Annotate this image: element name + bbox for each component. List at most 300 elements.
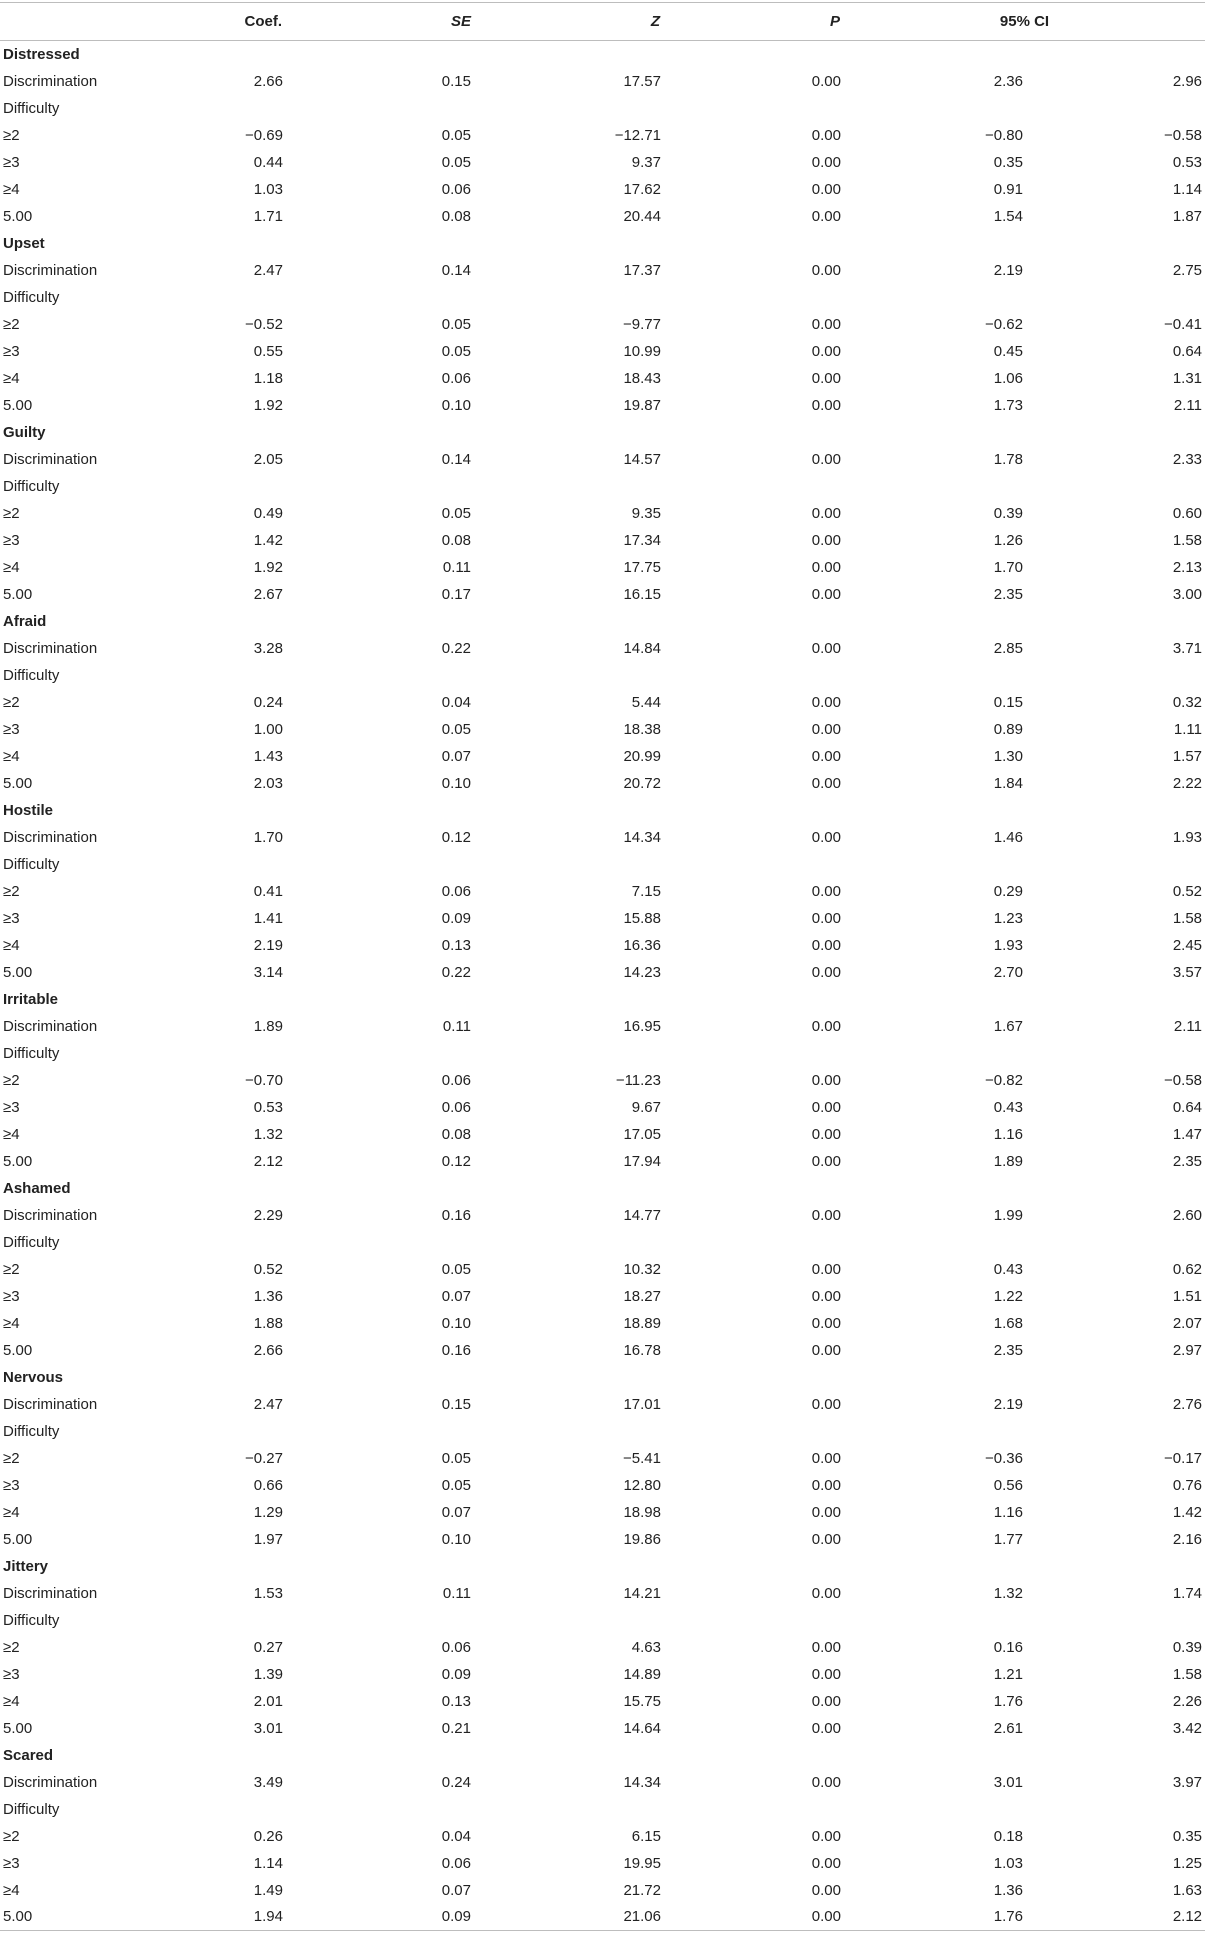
table-row [0,689,1205,716]
p-cell: 0.00 [811,558,841,576]
coef-cell: 3.14 [253,963,283,981]
ci-upper-cell: 3.71 [1172,639,1203,657]
table-row [0,1607,1205,1634]
p-cell: 0.00 [811,1854,841,1872]
coef-cell: 1.89 [253,1017,283,1035]
coef-cell: 0.49 [253,504,283,522]
ci-upper-cell: 2.07 [1172,1314,1203,1332]
row-label: ≥3 [3,153,20,171]
row-label: ≥3 [3,1098,20,1116]
z-cell: 18.43 [623,369,661,387]
se-cell: 0.21 [441,1719,471,1737]
row-label: ≥2 [3,504,20,522]
row-label: ≥4 [3,1881,20,1899]
p-cell: 0.00 [811,1584,841,1602]
se-cell: 0.11 [442,558,471,576]
row-label: ≥2 [3,882,20,900]
se-cell: 0.06 [441,882,471,900]
row-label: ≥3 [3,342,20,360]
se-cell: 0.05 [441,1260,471,1278]
p-cell: 0.00 [811,1098,841,1116]
ci-upper-cell: 2.13 [1172,558,1203,576]
row-label: 5.00 [3,1530,33,1548]
se-cell [286,662,474,689]
ci-upper-cell: 1.14 [1172,180,1203,198]
z-cell [474,284,664,311]
row-label: 5.00 [3,1908,33,1926]
p-cell [664,1418,844,1445]
z-cell: 18.89 [623,1314,661,1332]
p-cell: 0.00 [811,909,841,927]
group-name: Hostile [3,801,54,819]
se-cell: 0.22 [441,639,471,657]
table-row [0,878,1205,905]
coef-cell: 1.29 [253,1503,283,1521]
z-cell: 16.78 [623,1341,661,1359]
ci-lower-cell: 0.91 [993,180,1023,198]
ci-lower-cell: 1.06 [993,369,1023,387]
z-cell: 16.95 [623,1017,661,1035]
ci-lower-cell: 2.35 [993,1341,1023,1359]
table-row [0,473,1205,500]
z-cell: 14.34 [623,1773,661,1791]
z-cell: 10.99 [623,342,661,360]
se-cell: 0.06 [441,1854,471,1872]
p-cell: 0.00 [811,585,841,603]
ci-lower-cell: 1.76 [993,1692,1023,1710]
p-cell: 0.00 [811,1071,841,1089]
ci-upper-cell: 1.11 [1173,720,1203,738]
table-row [0,1769,1205,1796]
table-row [0,311,1205,338]
table-row [0,635,1205,662]
coef-cell: 1.41 [253,909,283,927]
coef-cell: 1.92 [253,396,283,414]
p-cell: 0.00 [811,396,841,414]
z-cell: 14.84 [623,639,661,657]
se-cell [286,1607,474,1634]
coef-cell [140,1418,286,1445]
group-header-row [0,1742,1205,1769]
ci-upper-cell: 1.51 [1172,1287,1203,1305]
p-cell: 0.00 [811,1287,841,1305]
coef-cell: −0.69 [245,126,283,144]
row-label: Discrimination [3,450,98,468]
p-cell: 0.00 [811,828,841,846]
se-cell: 0.05 [441,126,471,144]
header-row [0,3,1205,41]
coef-cell [140,95,286,122]
p-cell: 0.00 [811,1638,841,1656]
p-cell: 0.00 [811,693,841,711]
ci-lower-cell: 0.18 [993,1827,1023,1845]
se-cell: 0.04 [441,1827,471,1845]
p-cell: 0.00 [811,1125,841,1143]
row-label: 5.00 [3,1719,33,1737]
ci-upper-cell: 2.11 [1173,396,1203,414]
ci-upper-cell: 1.58 [1172,1665,1203,1683]
row-label: Difficulty [3,1611,60,1629]
table-row [0,1661,1205,1688]
coef-cell: 3.28 [253,639,283,657]
ci-lower-cell: −0.36 [985,1449,1023,1467]
coef-cell [140,284,286,311]
p-cell [664,1229,844,1256]
table-row [0,662,1205,689]
p-cell: 0.00 [811,531,841,549]
table-row [0,1310,1205,1337]
coef-cell: 2.03 [253,774,283,792]
p-cell: 0.00 [811,936,841,954]
ci-upper-cell: 2.75 [1172,261,1203,279]
ci-upper-cell: 2.76 [1172,1395,1203,1413]
row-label: Difficulty [3,477,60,495]
table-row [0,122,1205,149]
z-cell [474,1040,664,1067]
z-cell: 7.15 [631,882,661,900]
table-row [0,1715,1205,1742]
coef-cell: 1.53 [253,1584,283,1602]
z-cell: 19.95 [623,1854,661,1872]
coef-cell: −0.27 [245,1449,283,1467]
ci-upper-cell: 2.26 [1172,1692,1203,1710]
coef-cell: 0.66 [253,1476,283,1494]
ci-lower-cell [844,1040,1026,1067]
ci-upper-cell: 1.47 [1172,1125,1203,1143]
row-label: ≥3 [3,1287,20,1305]
table-row [0,176,1205,203]
ci-lower-cell: 2.61 [993,1719,1023,1737]
table-row [0,716,1205,743]
z-cell: 17.34 [623,531,661,549]
ci-lower-cell: 1.30 [993,747,1023,765]
p-cell: 0.00 [811,1908,841,1926]
ci-upper-cell: 1.31 [1172,369,1203,387]
coef-cell: 2.66 [253,1341,283,1359]
table-row [0,1148,1205,1175]
group-name: Distressed [3,45,80,63]
z-cell: 9.67 [631,1098,661,1116]
p-cell: 0.00 [811,1152,841,1170]
p-cell [664,95,844,122]
group-header-row [0,986,1205,1013]
table-row [0,527,1205,554]
table-row [0,1850,1205,1877]
group-name: Afraid [3,612,47,630]
ci-lower-cell [844,95,1026,122]
row-label: Difficulty [3,1800,60,1818]
ci-upper-cell: −0.58 [1164,1071,1203,1089]
ci-upper-cell: 0.64 [1172,1098,1203,1116]
ci-upper-cell: 0.60 [1172,504,1203,522]
p-cell: 0.00 [811,315,841,333]
row-label: Discrimination [3,1395,98,1413]
coef-cell [140,851,286,878]
se-cell: 0.24 [441,1773,471,1791]
z-cell: 17.75 [623,558,661,576]
header-p: P [829,13,840,30]
ci-upper-cell: −0.41 [1164,315,1203,333]
row-label: Discrimination [3,828,98,846]
z-cell [474,1796,664,1823]
se-cell: 0.06 [441,1098,471,1116]
group-name: Jittery [3,1557,49,1575]
coef-cell: 2.67 [253,585,283,603]
ci-upper-cell: 0.32 [1172,693,1203,711]
ci-upper-cell: 1.58 [1172,531,1203,549]
ci-lower-cell: 1.68 [993,1314,1023,1332]
se-cell [286,851,474,878]
p-cell: 0.00 [811,1692,841,1710]
row-label: ≥4 [3,1692,20,1710]
se-cell: 0.05 [441,342,471,360]
ci-lower-cell: 0.15 [993,693,1023,711]
table-row [0,770,1205,797]
z-cell: 18.38 [623,720,661,738]
ci-upper-cell: 0.64 [1172,342,1203,360]
table-row [0,149,1205,176]
row-label: ≥2 [3,1449,20,1467]
group-header-row [0,797,1205,824]
row-label: Discrimination [3,1773,98,1791]
coef-cell: 1.14 [253,1854,283,1872]
p-cell: 0.00 [811,342,841,360]
ci-upper-cell [1026,95,1205,122]
z-cell: 14.64 [623,1719,661,1737]
group-name: Guilty [3,423,46,441]
p-cell: 0.00 [811,1827,841,1845]
se-cell: 0.05 [441,1476,471,1494]
z-cell: −12.71 [614,126,661,144]
ci-upper-cell: 1.57 [1172,747,1203,765]
coef-cell [140,662,286,689]
table-row [0,554,1205,581]
table-row [0,1013,1205,1040]
se-cell: 0.14 [441,450,471,468]
ci-upper-cell: 2.60 [1172,1206,1203,1224]
ci-upper-cell: 3.00 [1172,585,1203,603]
z-cell: −9.77 [623,315,661,333]
z-cell: 20.99 [623,747,661,765]
group-header-row [0,230,1205,257]
p-cell [664,1607,844,1634]
z-cell: 21.72 [623,1881,661,1899]
table-row [0,1634,1205,1661]
coef-cell: 1.70 [253,828,283,846]
header-z: Z [650,13,660,30]
p-cell: 0.00 [811,450,841,468]
coef-cell: 2.12 [253,1152,283,1170]
row-label: Discrimination [3,72,98,90]
ci-lower-cell: 0.35 [993,153,1023,171]
row-label: ≥2 [3,1260,20,1278]
row-label: Difficulty [3,1422,60,1440]
se-cell: 0.07 [441,747,471,765]
table-row [0,851,1205,878]
se-cell: 0.05 [441,153,471,171]
coef-cell: 1.88 [253,1314,283,1332]
table-row [0,581,1205,608]
row-label: Difficulty [3,1044,60,1062]
ci-lower-cell: −0.82 [985,1071,1023,1089]
coef-cell: 0.53 [253,1098,283,1116]
ci-lower-cell: 0.43 [993,1260,1023,1278]
ci-lower-cell: 2.70 [993,963,1023,981]
se-cell: 0.16 [441,1341,471,1359]
coef-cell [140,473,286,500]
group-name: Ashamed [3,1179,71,1197]
ci-upper-cell: 2.12 [1172,1908,1203,1926]
table-row [0,1688,1205,1715]
ci-upper-cell: 0.53 [1172,153,1203,171]
z-cell [474,473,664,500]
table-row [0,1121,1205,1148]
z-cell: 10.32 [623,1260,661,1278]
p-cell: 0.00 [811,720,841,738]
table-row [0,68,1205,95]
row-label: ≥3 [3,909,20,927]
coef-cell: 1.00 [253,720,283,738]
se-cell: 0.11 [442,1584,471,1602]
table-row [0,1067,1205,1094]
ci-lower-cell: 0.29 [993,882,1023,900]
ci-upper-cell [1026,851,1205,878]
p-cell [664,473,844,500]
coef-cell: 0.27 [253,1638,283,1656]
ci-lower-cell: 1.89 [993,1152,1023,1170]
coef-cell: 1.43 [253,747,283,765]
row-label: ≥3 [3,1476,20,1494]
group-header-row [0,41,1205,68]
group-header-row [0,419,1205,446]
z-cell: 6.15 [631,1827,661,1845]
group-header-row [0,608,1205,635]
p-cell: 0.00 [811,261,841,279]
ci-lower-cell: 0.45 [993,342,1023,360]
se-cell: 0.09 [441,1665,471,1683]
z-cell [474,1418,664,1445]
ci-upper-cell [1026,1040,1205,1067]
se-cell [286,1229,474,1256]
ci-lower-cell: 1.32 [993,1584,1023,1602]
coef-cell: 3.49 [253,1773,283,1791]
p-cell: 0.00 [811,369,841,387]
se-cell: 0.07 [441,1503,471,1521]
se-cell: 0.10 [441,1530,471,1548]
table-row [0,1526,1205,1553]
ci-upper-cell: 0.76 [1172,1476,1203,1494]
coef-cell: 2.19 [253,936,283,954]
table-row [0,1094,1205,1121]
p-cell: 0.00 [811,1206,841,1224]
p-cell: 0.00 [811,1476,841,1494]
ci-lower-cell: 1.99 [993,1206,1023,1224]
table-row [0,1418,1205,1445]
row-label: 5.00 [3,207,33,225]
se-cell: 0.14 [441,261,471,279]
se-cell [286,1040,474,1067]
ci-lower-cell: 1.46 [993,828,1023,846]
ci-lower-cell: 1.16 [993,1503,1023,1521]
row-label: Difficulty [3,1233,60,1251]
se-cell [286,284,474,311]
p-cell [664,1796,844,1823]
table-row [0,1877,1205,1904]
table-row [0,1823,1205,1850]
row-label: Discrimination [3,639,98,657]
ci-upper-cell: 3.97 [1172,1773,1203,1791]
p-cell: 0.00 [811,1395,841,1413]
p-cell: 0.00 [811,504,841,522]
row-label: 5.00 [3,1341,33,1359]
group-header-row [0,1364,1205,1391]
se-cell: 0.10 [441,774,471,792]
p-cell: 0.00 [811,963,841,981]
ci-upper-cell [1026,1607,1205,1634]
ci-lower-cell: 1.67 [993,1017,1023,1035]
z-cell: 14.89 [623,1665,661,1683]
table-row [0,1229,1205,1256]
z-cell: 20.72 [623,774,661,792]
p-cell: 0.00 [811,1314,841,1332]
table-row [0,500,1205,527]
row-label: Discrimination [3,1206,98,1224]
ci-lower-cell [844,284,1026,311]
ci-upper-cell: 1.63 [1172,1881,1203,1899]
table-header [0,3,1205,41]
row-label: ≥2 [3,1827,20,1845]
z-cell: 12.80 [623,1476,661,1494]
p-cell: 0.00 [811,1017,841,1035]
coef-cell: 1.39 [253,1665,283,1683]
coef-cell [140,1229,286,1256]
table-row [0,1472,1205,1499]
coef-cell: 1.42 [253,531,283,549]
z-cell: 19.87 [623,396,661,414]
se-cell: 0.05 [441,315,471,333]
header-se: SE [450,13,471,30]
coef-cell: 0.26 [253,1827,283,1845]
table-row [0,1445,1205,1472]
z-cell: 5.44 [631,693,661,711]
coef-cell: 2.47 [253,1395,283,1413]
ci-lower-cell: 2.85 [993,639,1023,657]
row-label: ≥4 [3,180,20,198]
se-cell: 0.10 [441,396,471,414]
row-label: ≥4 [3,369,20,387]
coef-cell: 1.92 [253,558,283,576]
ci-upper-cell: 2.11 [1173,1017,1203,1035]
ci-upper-cell [1026,1796,1205,1823]
ci-lower-cell: 1.21 [993,1665,1023,1683]
se-cell [286,473,474,500]
table-row [0,1256,1205,1283]
p-cell [664,1040,844,1067]
ci-lower-cell: 1.76 [993,1908,1023,1926]
z-cell: −11.23 [615,1071,661,1089]
ci-upper-cell: 2.35 [1172,1152,1203,1170]
row-label: 5.00 [3,1152,33,1170]
coef-cell: −0.70 [245,1071,283,1089]
row-label: ≥4 [3,558,20,576]
row-label: ≥2 [3,315,20,333]
coef-cell: 1.03 [253,180,283,198]
ci-lower-cell [844,662,1026,689]
table-row [0,365,1205,392]
ci-lower-cell [844,1229,1026,1256]
ci-upper-cell [1026,284,1205,311]
ci-upper-cell: −0.17 [1164,1449,1203,1467]
